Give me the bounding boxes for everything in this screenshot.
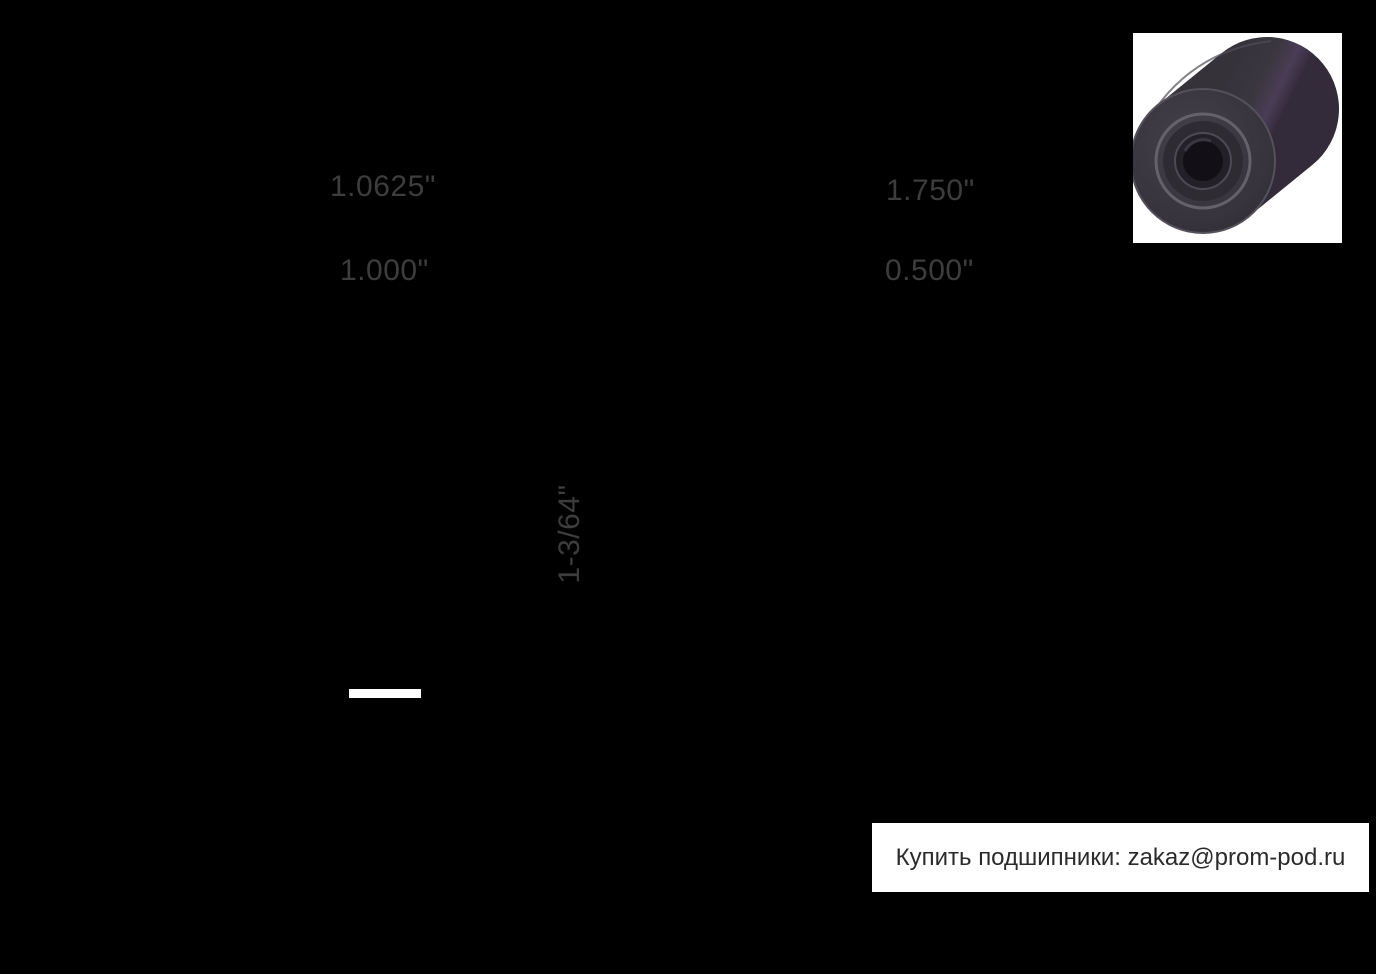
dim-label-overall-length: 1-3/64" [553, 484, 586, 584]
dim-label-head-width: 1.0625" [330, 170, 436, 203]
cam-follower-bearing-photo [1133, 33, 1342, 243]
scale-bar [349, 689, 421, 698]
dim-label-roller-diameter: 1.750" [886, 174, 975, 207]
product-photo-box [1133, 33, 1342, 243]
contact-banner-text: Купить подшипники: zakaz@prom-pod.ru [895, 843, 1346, 871]
dim-label-roller-width: 1.000" [340, 254, 429, 287]
dim-label-stud-diameter: 0.500" [885, 254, 974, 287]
contact-banner [872, 823, 1369, 892]
